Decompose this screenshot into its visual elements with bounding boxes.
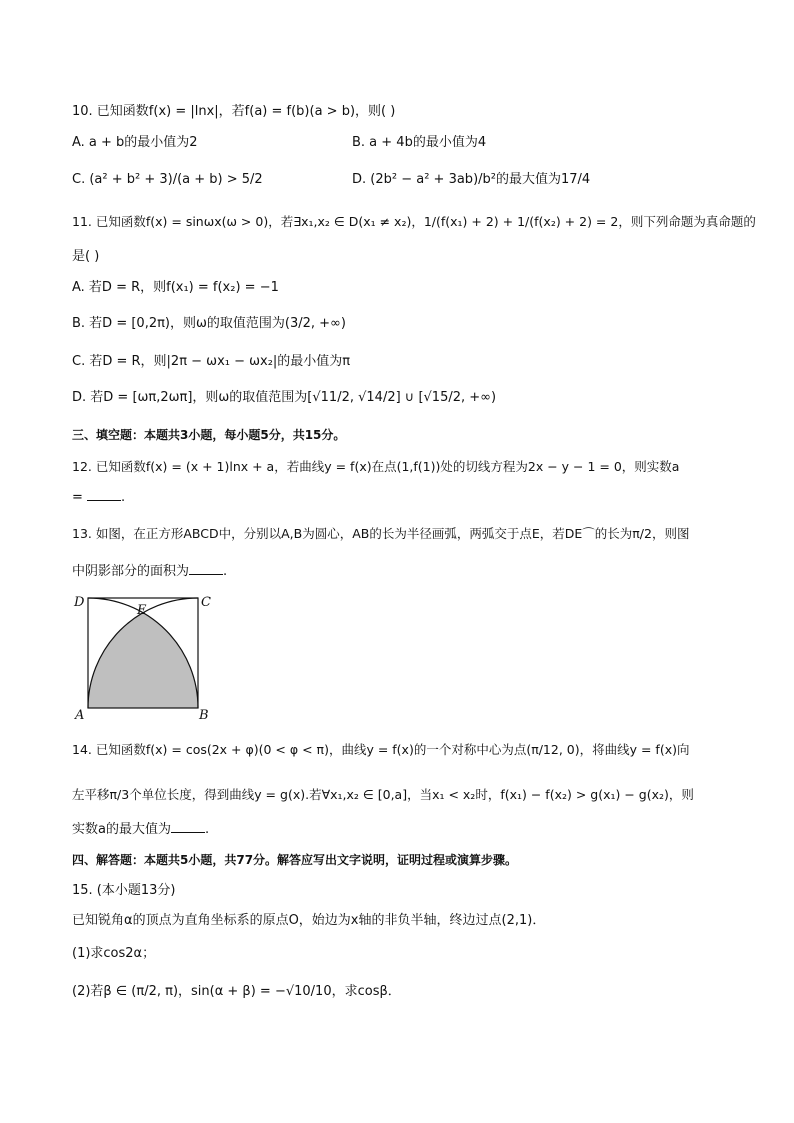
figure-svg [70,590,220,722]
q12-period: . [121,490,126,505]
label-b: B [199,708,209,722]
section-3-heading: 三、填空题：本题共3小题，每小题5分，共15分。 [72,428,346,442]
q11-stem-continued: 是( ) [72,249,100,264]
section-4-heading: 四、解答题：本题共5小题，共77分。解答应写出文字说明，证明过程或演算步骤。 [72,853,518,867]
q14-line1: 14. 已知函数f(x) = cos(2x + φ)(0 < φ < π)，曲线y = f(x)的一个对称中心为点(π/12, 0)，将曲线y = f(x)向 [72,742,690,757]
q10-option-d: D. (2b² − a² + 3ab)/b²的最大值为17/4 [352,172,591,187]
q11-option-b: B. 若D = [0,2π)，则ω的取值范围为(3/2, +∞) [72,316,346,331]
q12-line2 [72,488,125,508]
q13-line2 [72,562,227,582]
q10-option-c: C. (a² + b² + 3)/(a + b) > 5/2 [72,172,263,187]
label-d: D [74,595,85,610]
q15-part2: (2)若β ∈ (π/2, π)，sin(α + β) = −√10/10，求cosβ． [72,984,401,999]
label-a: A [75,708,85,722]
q11-option-c: C. 若D = R，则|2π − ωx₁ − ωx₂|的最小值为π [72,354,351,369]
q11-option-d: D. 若D = [ωπ,2ωπ]，则ω的取值范围为[√11/2, √14/2] ∪ [√15/2, +∞) [72,390,497,405]
q13-answer-blank[interactable] [189,562,223,575]
q11-option-a: A. 若D = R，则f(x₁) = f(x₂) = −1 [72,280,279,295]
q10-stem: 10. 已知函数f(x) = |lnx|，若f(a) = f(b)(a > b)，则( ) [72,104,396,119]
q14-period: . [204,822,210,837]
q15-stem: 已知锐角α的顶点为直角坐标系的原点O，始边为x轴的非负半轴，终边过点(2,1)． [72,913,546,928]
square-arcs-figure [70,590,220,722]
label-e: E [137,603,147,618]
q11-stem: 11. 已知函数f(x) = sinωx(ω > 0)，若∃x₁,x₂ ∈ D(x₁ ≠ x₂)，1/(f(x₁) + 2) + 1/(f(x₂) + 2) = 2，则下列命题为真命题的 [72,214,756,229]
q15-title: 15. (本小题13分) [72,883,176,898]
q12-line1: 12. 已知函数f(x) = (x + 1)lnx + a，若曲线y = f(x)在点(1,f(1))处的切线方程为2x − y − 1 = 0，则实数a [72,459,680,474]
q12-answer-blank[interactable] [87,488,121,501]
q12-equals: = [72,490,83,505]
q14-prefix: 实数a的最大值为 [72,822,171,837]
q10-option-b: B. a + 4b的最小值为4 [352,135,487,150]
q14-answer-blank[interactable] [171,820,205,833]
q14-line2: 左平移π/3个单位长度，得到曲线y = g(x).若∀x₁,x₂ ∈ [0,a]，当x₁ < x₂时，f(x₁) − f(x₂) > g(x₁) − g(x₂)，则 [72,787,694,802]
q13-line1: 13. 如图，在正方形ABCD中，分别以A,B为圆心，AB的长为半径画弧，两弧交于点E，若DE⌒的长为π/2，则图 [72,526,690,541]
q15-part1: (1)求cos2α； [72,946,156,961]
q13-period: . [223,564,228,579]
q13-prefix: 中阴影部分的面积为 [72,564,190,579]
q10-option-a: A. a + b的最小值为2 [72,135,198,150]
shaded-region [88,613,198,708]
q14-line3 [72,820,209,840]
label-c: C [201,595,211,610]
